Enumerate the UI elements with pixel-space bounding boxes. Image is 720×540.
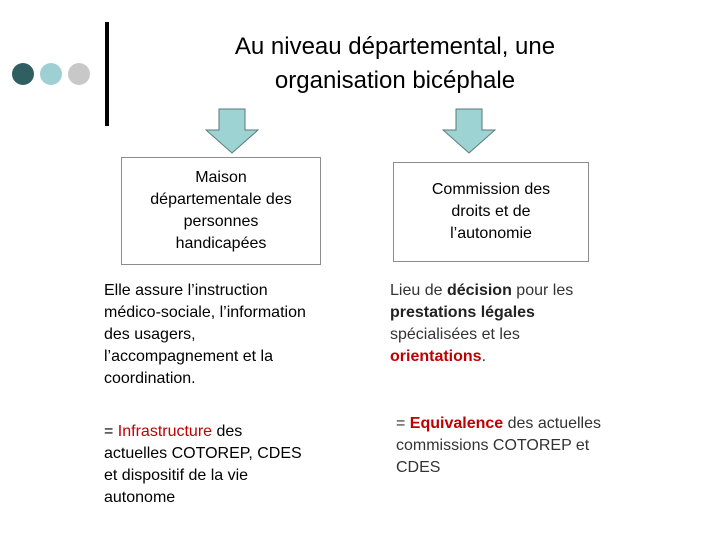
page-title xyxy=(150,30,640,98)
cda-role-line-3: spécialisées et les xyxy=(390,326,520,343)
mdph-role-line-3: des usagers, xyxy=(104,326,196,343)
title-line-1: Au niveau départemental, une xyxy=(234,33,556,60)
title-line-2: organisation bicéphale xyxy=(274,67,516,94)
cda-role-period: . xyxy=(481,348,487,365)
mdph-equiv-line-2: actuelles COTOREP, CDES xyxy=(104,445,302,462)
mdph-line-4: handicapées xyxy=(175,235,267,252)
mdph-line-3: personnes xyxy=(183,213,259,230)
cda-equiv-line1-rest: des actuelles xyxy=(503,415,602,432)
down-arrow-right-icon xyxy=(442,108,496,154)
mdph-equiv-prefix: = xyxy=(104,423,118,440)
cda-equivalence-text xyxy=(396,413,646,479)
title-divider xyxy=(105,22,109,126)
cda-role-line-2: prestations légales xyxy=(390,304,535,321)
cda-role-orientations: orientations xyxy=(390,348,482,365)
mdph-equiv-highlight: Infrastructure xyxy=(117,423,213,440)
cda-line-3: l’autonomie xyxy=(450,225,532,242)
cda-role-text xyxy=(390,280,630,368)
mdph-equiv-line-3: et dispositif de la vie xyxy=(104,467,249,484)
mdph-line-1: Maison xyxy=(195,169,247,186)
mdph-role-text xyxy=(104,280,354,390)
mdph-box xyxy=(121,157,321,265)
mdph-equiv-line-4: autonome xyxy=(104,489,176,506)
cda-line-1: Commission des xyxy=(431,181,551,198)
mdph-equiv-line1-rest: des xyxy=(212,423,243,440)
mdph-role-line-5: coordination. xyxy=(104,370,196,387)
mdph-role-line-1: Elle assure l’instruction xyxy=(104,282,268,299)
cda-equiv-line-1 xyxy=(396,413,646,435)
down-arrow-left-icon xyxy=(205,108,259,154)
decor-dot-dark xyxy=(12,63,34,85)
mdph-role-line-4: l’accompagnement et la xyxy=(104,348,273,365)
cda-equiv-line-2: commissions COTOREP et xyxy=(396,437,590,454)
mdph-line-2: départementale des xyxy=(150,191,292,208)
cda-line-2: droits et de xyxy=(451,203,531,220)
cda-role-text-a: Lieu de xyxy=(390,282,447,299)
mdph-equivalence-text xyxy=(104,421,354,509)
decor-dot-light xyxy=(40,63,62,85)
cda-box xyxy=(393,162,589,262)
cda-equiv-prefix: = xyxy=(396,415,410,432)
cda-role-decision: décision xyxy=(446,282,512,299)
cda-equiv-line-3: CDES xyxy=(396,459,441,476)
cda-role-text-c: pour les xyxy=(511,282,574,299)
cda-role-line-4 xyxy=(390,346,630,368)
decor-dot-grey xyxy=(68,63,90,85)
cda-role-line-1 xyxy=(390,280,630,302)
mdph-role-line-2: médico-sociale, l’information xyxy=(104,304,306,321)
mdph-equiv-line-1 xyxy=(104,421,354,443)
cda-equiv-highlight: Equivalence xyxy=(409,415,504,432)
